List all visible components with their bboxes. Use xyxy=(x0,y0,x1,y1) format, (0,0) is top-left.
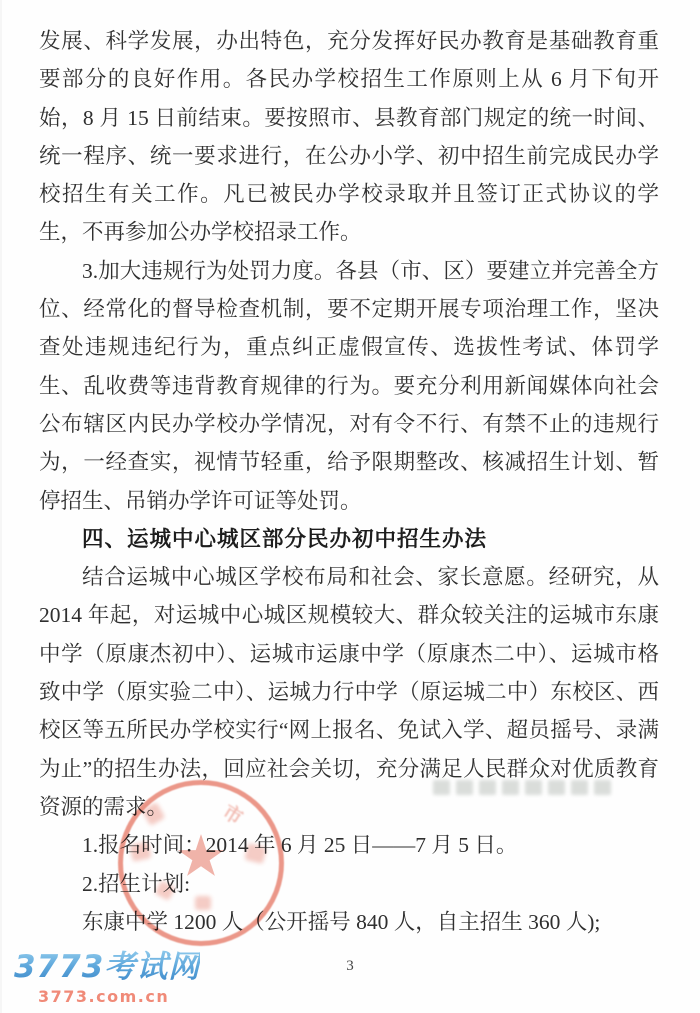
paragraph-dongkang-quota: 东康中学 1200 人（公开摇号 840 人，自主招生 360 人); xyxy=(82,909,601,934)
paragraph-continuation: 发展、科学发展，办出特色，充分发挥好民办教育是基础教育重要部分的良好作用。各民办学校招生工作原则上从 6 月下旬开始，8 月 15 日前结束。要按照市、县教育部门规定的统一时间、统一程序、统一要求进行，在公办小学、初中招生前完成民办学校招生有关工作。凡已被民办学校录取并且签订正式协议的学生，不再参加公办学校招录工作。 xyxy=(39,29,659,245)
paragraph-registration-time: 1.报名时间：2014 年 6 月 25 日——7 月 5 日。 xyxy=(82,833,518,858)
watermark-site-name: 3773考试网 xyxy=(14,941,200,986)
paragraph-enrollment-plan: 2.招生计划: xyxy=(82,871,191,896)
watermark-site-url: 3773.com.cn xyxy=(38,987,170,1006)
page-number: 3 xyxy=(346,958,354,974)
section-heading: 四、运城中心城区部分民办初中招生办法 xyxy=(82,526,488,551)
paragraph-item-3: 3.加大违规行为处罚力度。各县（市、区）要建立并完善全方位、经常化的督导检查机制，要不定期开展专项治理工作，坚决查处违规违纪行为，重点纠正虚假宣传、选拔性考试、体罚学生、乱收费等违背教育规律的行为。要充分利用新闻媒体向社会公布辖区内民办学校办学情况，对有令不行、有禁不止的违规行为，一经查实，视情节轻重，给予限期整改、核减招生计划、暂停招生、吊销办学许可证等处罚。 xyxy=(39,258,659,513)
paragraph-section-intro: 结合运城中心城区学校布局和社会、家长意愿。经研究，从 2014 年起，对运城中心城区规模较大、群众较关注的运城市东康中学（原康杰初中）、运城市运康中学（原康杰二中）、运城市格致中学（原实验二中）、运城力行中学（原运城二中）东校区、西校区等五所民办学校实行“网上报名、免试入学、超员摇号、录满为止”的招生办法，回应社会关切，充分满足人民群众对优质教育资源的需求。 xyxy=(39,565,659,819)
document-body xyxy=(39,22,659,941)
seal-arc-glyph: 市 xyxy=(218,801,247,830)
